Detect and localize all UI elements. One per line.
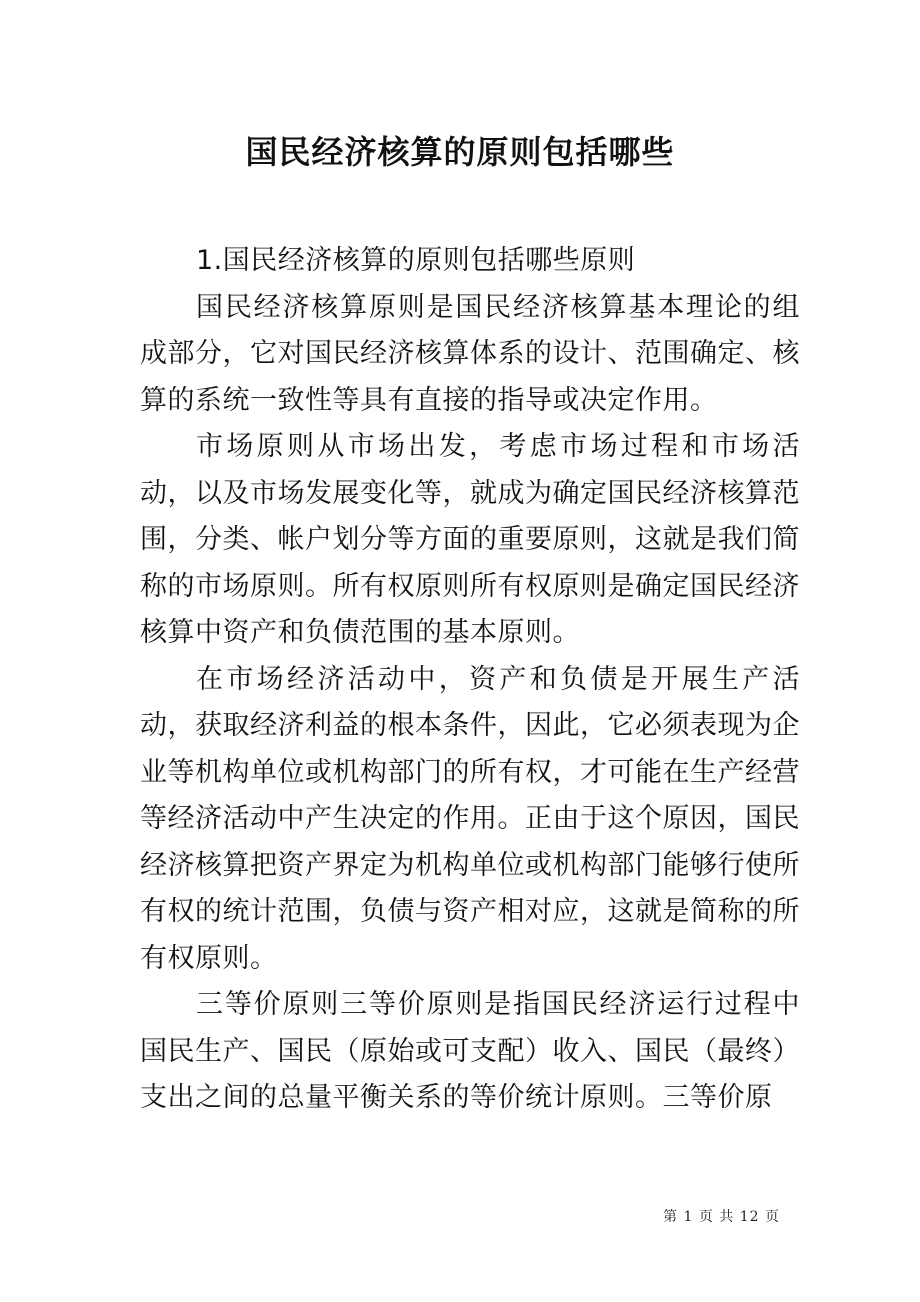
page-number-footer: 第 1 页 共 12 页	[663, 1209, 780, 1225]
paragraph: 三等价原则三等价原则是指国民经济运行过程中国民生产、国民（原始或可支配）收入、国民（最终）支出之间的总量平衡关系的等价统计原则。三等价原	[140, 989, 800, 1113]
document-title: 国民经济核算的原则包括哪些	[245, 133, 675, 171]
paragraph: 在市场经济活动中，资产和负债是开展生产活动，获取经济利益的根本条件，因此，它必须表现为企业等机构单位或机构部门的所有权，才可能在生产经营等经济活动中产生决定的作用。正由于这个原因，国民经济核算把资产界定为机构单位或机构部门能够行使所有权的统计范围，负债与资产相对应，这就是简称的所有权原则。	[140, 663, 800, 974]
paragraph-heading: 1.国民经济核算的原则包括哪些原则	[196, 245, 636, 276]
document-body	[140, 238, 800, 1122]
paragraph: 国民经济核算原则是国民经济核算基本理论的组成部分，它对国民经济核算体系的设计、范围确定、核算的系统一致性等具有直接的指导或决定作用。	[140, 291, 800, 416]
paragraph: 市场原则从市场出发，考虑市场过程和市场活动，以及市场发展变化等，就成为确定国民经济核算范围，分类、帐户划分等方面的重要原则，这就是我们简称的市场原则。所有权原则所有权原则是确定国民经济核算中资产和负债范围的基本原则。	[140, 431, 800, 648]
